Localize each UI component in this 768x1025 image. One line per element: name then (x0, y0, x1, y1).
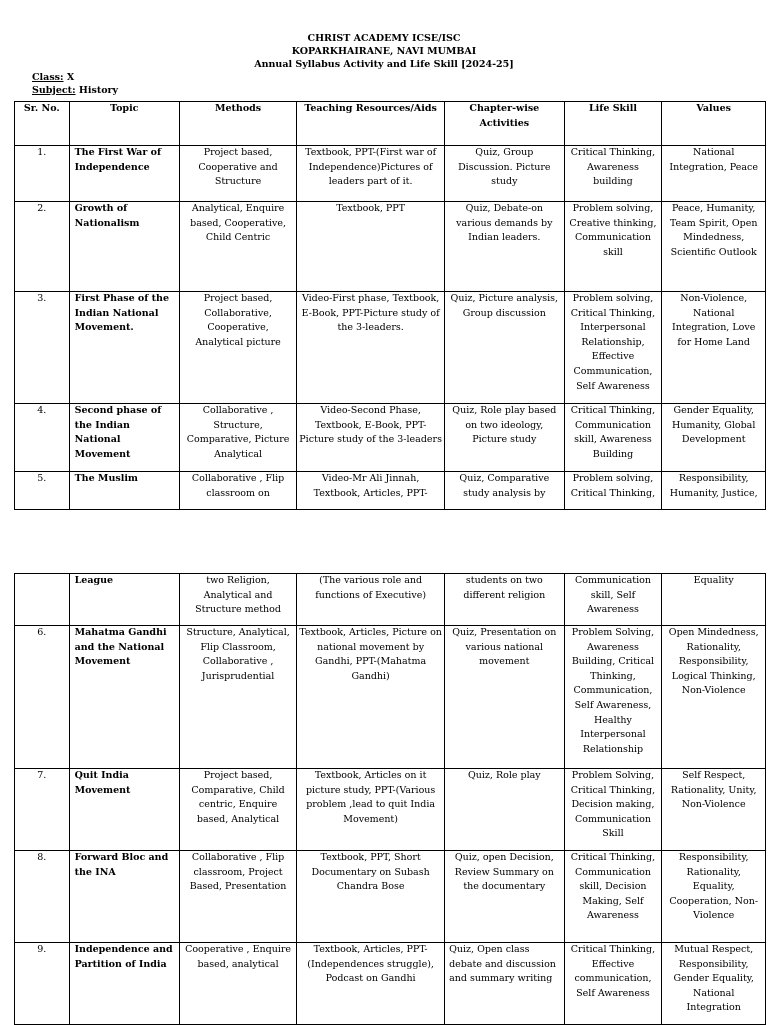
cell-values: Mutual Respect, Responsibility, Gender Equality, National Integration (662, 943, 766, 1025)
cell-sr: 7. (15, 769, 70, 851)
col-header-life-skill: Life Skill (564, 102, 662, 146)
cell-topic: The Muslim (69, 472, 179, 510)
cell-resources: Video-Mr Ali Jinnah, Textbook, Articles, PPT- (297, 472, 445, 510)
cell-life-skill: Critical Thinking, Effective communication, Self Awareness (564, 943, 662, 1025)
cell-activities: Quiz, open Decision, Review Summary on the documentary (445, 851, 564, 943)
cell-values: Peace, Humanity, Team Spirit, Open Mindedness, Scientific Outlook (662, 202, 766, 292)
cell-sr (15, 574, 70, 626)
table-row (15, 404, 766, 472)
cell-resources: Textbook, PPT (297, 202, 445, 292)
table-row (15, 202, 766, 292)
cell-activities: Quiz, Group Discussion. Picture study (445, 146, 564, 202)
syllabus-table-page2 (14, 573, 766, 1025)
cell-life-skill: Problem Solving, Critical Thinking, Decision making, Communication Skill (564, 769, 662, 851)
class-subject-info (32, 71, 118, 97)
cell-life-skill: Problem solving, Creative thinking, Communication skill (564, 202, 662, 292)
cell-topic: Mahatma Gandhi and the National Movement (69, 626, 179, 769)
cell-sr: 4. (15, 404, 70, 472)
cell-activities: students on two different religion (445, 574, 564, 626)
cell-topic: Second phase of the Indian National Movement (69, 404, 179, 472)
subject-line (32, 84, 118, 97)
cell-values: Self Respect, Rationality, Unity, Non-Violence (662, 769, 766, 851)
cell-activities: Quiz, Role play (445, 769, 564, 851)
document-title: Annual Syllabus Activity and Life Skill [2024-25] (254, 59, 514, 70)
cell-methods: Project based, Collaborative, Cooperative, Analytical picture (179, 292, 296, 404)
table-row (15, 626, 766, 769)
col-header-methods: Methods (179, 102, 296, 146)
cell-life-skill: Critical Thinking, Communication skill, Decision Making, Self Awareness (564, 851, 662, 943)
cell-activities: Quiz, Open class debate and discussion and summary writing (445, 943, 564, 1025)
cell-activities: Quiz, Debate-on various demands by Indian leaders. (445, 202, 564, 292)
cell-activities: Quiz, Comparative study analysis by (445, 472, 564, 510)
cell-activities: Quiz, Role play based on two ideology, Picture study (445, 404, 564, 472)
cell-life-skill: Critical Thinking, Awareness building (564, 146, 662, 202)
cell-sr: 6. (15, 626, 70, 769)
cell-methods: Collaborative , Flip classroom, Project Based, Presentation (179, 851, 296, 943)
document-header (0, 32, 768, 71)
subject-label: Subject: (32, 85, 76, 96)
cell-sr: 5. (15, 472, 70, 510)
table-row (15, 943, 766, 1025)
cell-life-skill: Problem solving, Critical Thinking, Interpersonal Relationship, Effective Communication, Self Awareness (564, 292, 662, 404)
class-label: Class: (32, 72, 64, 83)
cell-topic: Forward Bloc and the INA (69, 851, 179, 943)
table-header-row (15, 102, 766, 146)
table-row (15, 472, 766, 510)
cell-life-skill: Critical Thinking, Communication skill, Awareness Building (564, 404, 662, 472)
cell-values: Non-Violence, National Integration, Love for Home Land (662, 292, 766, 404)
cell-methods: Project based, Comparative, Child centric, Enquire based, Analytical (179, 769, 296, 851)
cell-activities: Quiz, Picture analysis, Group discussion (445, 292, 564, 404)
col-header-topic: Topic (69, 102, 179, 146)
cell-methods: Project based, Cooperative and Structure (179, 146, 296, 202)
cell-topic: Independence and Partition of India (69, 943, 179, 1025)
cell-methods: Structure, Analytical, Flip Classroom, Collaborative , Jurisprudential (179, 626, 296, 769)
cell-topic: The First War of Independence (69, 146, 179, 202)
cell-values: Responsibility, Rationality, Equality, Cooperation, Non-Violence (662, 851, 766, 943)
school-name: CHRIST ACADEMY ICSE/ISC (307, 33, 461, 44)
cell-topic: League (69, 574, 179, 626)
table-row (15, 769, 766, 851)
cell-resources: Textbook, Articles on it picture study, PPT-(Various problem ,lead to quit India Movement) (297, 769, 445, 851)
cell-activities: Quiz, Presentation on various national movement (445, 626, 564, 769)
col-header-resources: Teaching Resources/Aids (297, 102, 445, 146)
cell-resources: Textbook, Articles, PPT-(Independences struggle), Podcast on Gandhi (297, 943, 445, 1025)
cell-resources: Video-First phase, Textbook, E-Book, PPT-Picture study of the 3-leaders. (297, 292, 445, 404)
table-row (15, 292, 766, 404)
table-row (15, 146, 766, 202)
cell-methods: two Religion, Analytical and Structure method (179, 574, 296, 626)
cell-resources: (The various role and functions of Executive) (297, 574, 445, 626)
cell-life-skill: Communication skill, Self Awareness (564, 574, 662, 626)
cell-sr: 3. (15, 292, 70, 404)
cell-topic: First Phase of the Indian National Movement. (69, 292, 179, 404)
col-header-values: Values (662, 102, 766, 146)
cell-sr: 1. (15, 146, 70, 202)
cell-methods: Collaborative , Structure, Comparative, Picture Analytical (179, 404, 296, 472)
cell-resources: Textbook, Articles, Picture on national movement by Gandhi, PPT-(Mahatma Gandhi) (297, 626, 445, 769)
table-row (15, 851, 766, 943)
class-value: X (63, 72, 75, 83)
cell-life-skill: Problem solving, Critical Thinking, (564, 472, 662, 510)
cell-values: National Integration, Peace (662, 146, 766, 202)
cell-sr: 9. (15, 943, 70, 1025)
cell-methods: Analytical, Enquire based, Cooperative, Child Centric (179, 202, 296, 292)
subject-value: History (75, 85, 119, 96)
school-location: KOPARKHAIRANE, NAVI MUMBAI (291, 46, 477, 57)
col-header-sr: Sr. No. (15, 102, 70, 146)
cell-life-skill: Problem Solving, Awareness Building, Critical Thinking, Communication, Self Awareness, Healthy Interpersonal Relationship (564, 626, 662, 769)
syllabus-table-page1 (14, 101, 766, 510)
cell-topic: Growth of Nationalism (69, 202, 179, 292)
cell-values: Gender Equality, Humanity, Global Development (662, 404, 766, 472)
page-break (0, 512, 768, 572)
cell-values: Open Mindedness, Rationality, Responsibility, Logical Thinking, Non-Violence (662, 626, 766, 769)
cell-resources: Video-Second Phase, Textbook, E-Book, PPT-Picture study of the 3-leaders (297, 404, 445, 472)
cell-topic: Quit India Movement (69, 769, 179, 851)
cell-resources: Textbook, PPT-(First war of Independence)Pictures of leaders part of it. (297, 146, 445, 202)
cell-sr: 8. (15, 851, 70, 943)
table-row (15, 574, 766, 626)
class-line (32, 71, 118, 84)
cell-methods: Collaborative , Flip classroom on (179, 472, 296, 510)
cell-values: Responsibility, Humanity, Justice, (662, 472, 766, 510)
cell-resources: Textbook, PPT, Short Documentary on Subash Chandra Bose (297, 851, 445, 943)
cell-methods: Cooperative , Enquire based, analytical (179, 943, 296, 1025)
col-header-activities: Chapter-wise Activities (445, 102, 564, 146)
cell-values: Equality (662, 574, 766, 626)
cell-sr: 2. (15, 202, 70, 292)
